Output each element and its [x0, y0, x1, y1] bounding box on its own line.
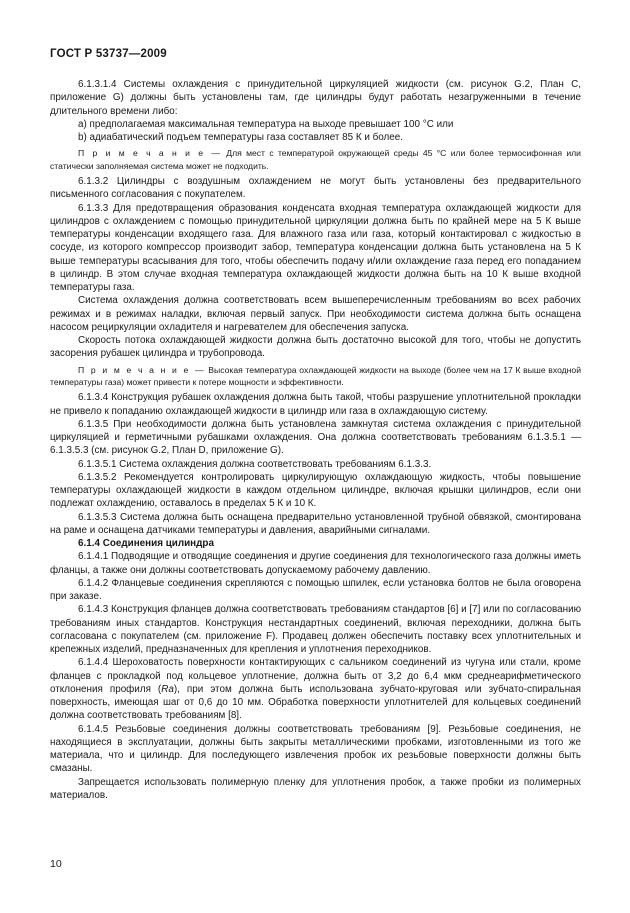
note-label: П р и м е ч а н и е — [78, 364, 206, 375]
section-heading-6-1-4: 6.1.4 Соединения цилиндра [78, 538, 214, 550]
list-item-b: b) адиабатический подъем температуры газа составляет 85 К и более. [78, 132, 404, 143]
paragraph-6-1-3-1-4: 6.1.3.1.4 Системы охлаждения с принудительной циркуляцией жидкости (см. рисунок G.2, План С, приложение G) должны быть установлены там, где цилиндры будут работать незагруженными в течение длительного времени либо: [50, 79, 581, 117]
ra-symbol: Ra [161, 683, 174, 695]
paragraph-6-1-3-4: 6.1.3.4 Конструкция рубашек охлаждения должна быть такой, чтобы разрушение уплотнительной прокладки не привело к попаданию охлаждающей жидкости в цилиндр или газа в охлаждающую систему. [50, 392, 581, 417]
paragraph-text: 6.1.4.4 Шероховатость поверхности контактирующих с сальником соединений из чугуна или стали, кроме фланцев с прокладкой под кольцевое уплотнение, должна быть от 3,2 до 6,4 мкм среднеарифметического отклонения профиля ( [50, 657, 581, 695]
paragraph-6-1-3-2: 6.1.3.2 Цилиндры с воздушным охлаждением не могут быть установлены без предварительного письменного согласования с покупателем. [50, 176, 581, 201]
page-number: 10 [50, 858, 62, 870]
paragraph-prohibition: Запрещается использовать полимерную пленку для уплотнения пробок, а также пробки из полимерных материалов. [50, 776, 581, 801]
note-label: П р и м е ч а н и е — [78, 148, 222, 159]
paragraph-6-1-3-5-3: 6.1.3.5.3 Система должна быть оснащена предварительно установленной трубной обвязкой, смонтирована на раме и оснащена датчиками температуры и давления, аварийными сигналами. [50, 511, 581, 536]
list-item-a: a) предполагаемая максимальная температура на выходе превышает 100 °С или [78, 118, 454, 130]
note-text: Высокая температура охлаждающей жидкости на выходе (более чем на 17 К выше входной температуры газа) может привести к потере мощности и эффективности. [50, 364, 581, 387]
paragraph-6-1-3-5: 6.1.3.5 При необходимости должна быть установлена замкнутая система охлаждения с принудительной циркуляцией и герметичными рубашками охлаждения. Она должна соответствовать требованиям 6.1.3.5.1 — 6.1.3.5.3 (см. рисунок G.2, План D, приложение G). [50, 418, 581, 457]
paragraph-text: ), при этом должна быть использована зубчато-круговая или зубчато-спиральная поверхность, имеющая шаг от 0,6 до 10 мм. Обработка поверхности уплотнителей для кольцевых соединений должна соответствовать требованиям [8]. [50, 683, 581, 722]
note-2 [50, 364, 581, 389]
document-body [50, 78, 581, 802]
paragraph-6-1-4-4 [50, 656, 581, 722]
paragraph-6-1-4-1: 6.1.4.1 Подводящие и отводящие соединения и другие соединения для технологического газа должны иметь фланцы, а также они должны соответствовать допускаемому рабочему давлению. [50, 551, 581, 576]
paragraph-cooling-system: Система охлаждения должна соответствовать всем вышеперечисленным требованиям во всех рабочих режимах и в режимах наладки, включая первый запуск. При необходимости система должна быть оснащена насосом рециркуляции охладителя и нагревателем для обеспечения запуска. [50, 295, 581, 333]
paragraph-6-1-3-5-2: 6.1.3.5.2 Рекомендуется контролировать циркулирующую охлаждающую жидкость, чтобы повышение температуры охлаждающей жидкости в каждом отдельном цилиндре, включая крышки цилиндров, если они подлежат охлаждению, оставалось в пределах 5 К и 10 К. [50, 471, 581, 510]
paragraph-6-1-4-3: 6.1.4.3 Конструкция фланцев должна соответствовать требованиям стандартов [6] и [7] или по согласованию требованиям иных стандартов. Конструкция нестандартных соединений, включая переходники, должна быть согласована с покупателем (см. приложение F). Продавец должен обеспечить поставку всех уплотнительных и крепежных изделий, предназначенных для крепления и уплотнения переходников. [50, 604, 581, 656]
paragraph-flow-rate: Скорость потока охлаждающей жидкости должна быть достаточно высокой для того, чтобы не допустить засорения рубашек цилиндра и трубопровода. [50, 335, 581, 360]
paragraph-6-1-3-3: 6.1.3.3 Для предотвращения образования конденсата входная температура охлаждающей жидкости для цилиндров с охлаждением с помощью принудительной циркуляции должна быть по крайней мере на 5 К выше температуры конденсации входящего газа. Для влажного газа или газа, который контактировал с жидкостью в сосуде, из которого компрессор производит забор, температура конденсации должна быть установлена на 5 К выше температуры всасывания для того, чтобы обеспечить подачу и/или охлаждение газа перед его попаданием в цилиндр. В этом случае входная температура охлаждающей жидкости должна быть на 10 К выше входной температуры газа. [50, 202, 581, 294]
paragraph-6-1-3-5-1: 6.1.3.5.1 Система охлаждения должна соответствовать требованиям 6.1.3.3. [78, 458, 432, 470]
paragraph-6-1-4-5: 6.1.4.5 Резьбовые соединения должны соответствовать требованиям [9]. Резьбовые соединения, не находящиеся в эксплуатации, должны быть закрыты металлическими пробками, изготовленными из того же материала, что и цилиндр. Для последующего извлечения пробок их резьбовые поверхности должны быть смазаны. [50, 723, 581, 775]
note-1 [50, 147, 581, 172]
note-text: Для мест с температурой окружающей среды 45 °С или более термосифонная или статически заполняемая система может не подходить. [50, 148, 581, 171]
paragraph-6-1-4-2: 6.1.4.2 Фланцевые соединения скрепляются с помощью шпилек, если установка болтов не была оговорена при заказе. [50, 577, 581, 603]
document-header: ГОСТ Р 53737—2009 [50, 48, 167, 60]
